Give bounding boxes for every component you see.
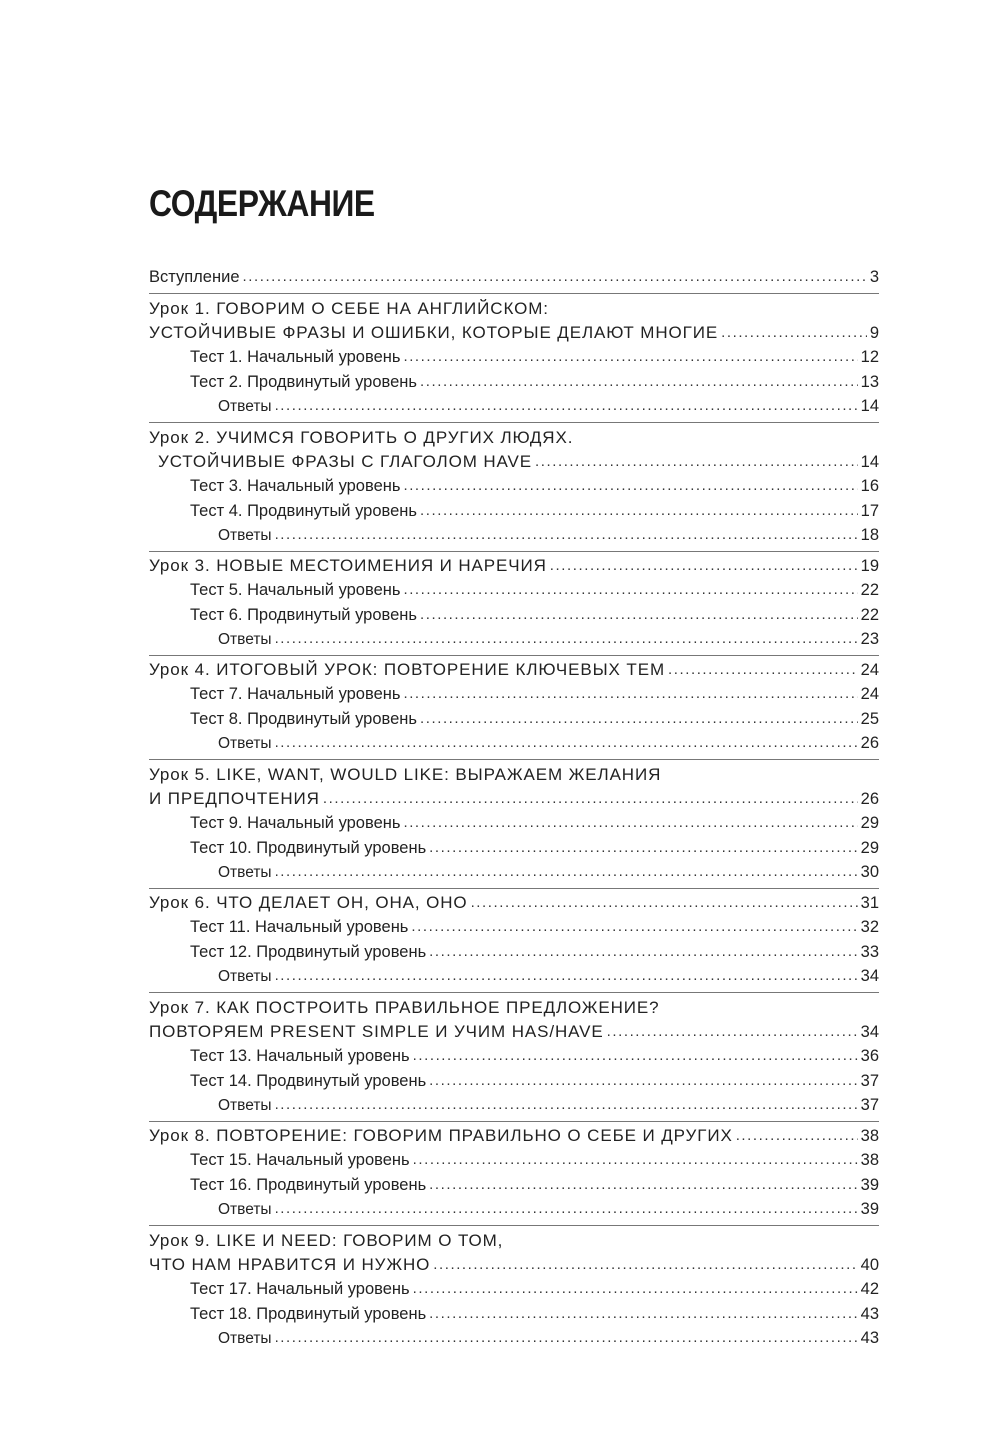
lesson-title-line[interactable]: Урок 1. ГОВОРИМ О СЕБЕ НА АНГЛИЙСКОМ: <box>149 298 549 318</box>
toc-entry-answers[interactable] <box>149 523 879 548</box>
toc-entry-label: Ответы <box>218 864 272 881</box>
lesson-title-line: Урок 8. ПОВТОРЕНИЕ: ГОВОРИМ ПРАВИЛЬНО О СЕБЕ И ДРУГИХ <box>149 1125 733 1145</box>
leader-dots <box>413 1147 858 1173</box>
toc-entry-lesson[interactable] <box>149 450 879 475</box>
lesson-block <box>149 658 879 760</box>
toc-entry-test[interactable] <box>149 836 879 861</box>
toc-page-number: 14 <box>860 397 879 415</box>
toc-entry-test[interactable] <box>149 603 879 628</box>
toc-page-number: 16 <box>860 477 879 495</box>
leader-dots <box>413 1276 858 1302</box>
toc-entry-lesson[interactable] <box>149 321 879 346</box>
lesson-block <box>149 995 879 1122</box>
toc-entry-answers[interactable] <box>149 1093 879 1118</box>
toc-entry-test[interactable] <box>149 1069 879 1094</box>
leader-dots <box>243 264 867 290</box>
leader-dots <box>429 939 857 965</box>
toc-page-number: 37 <box>860 1071 879 1090</box>
toc-entry-answers[interactable] <box>149 394 879 419</box>
toc-page-number: 33 <box>860 942 879 961</box>
toc-entry-answers[interactable] <box>149 1197 879 1222</box>
toc-page-number: 40 <box>860 1255 879 1274</box>
toc-entry-lesson[interactable] <box>149 658 879 683</box>
divider <box>149 759 879 760</box>
leader-dots <box>420 369 858 395</box>
leader-dots <box>275 627 858 652</box>
toc-page-number: 26 <box>860 734 879 752</box>
toc-page-number: 19 <box>860 556 879 575</box>
toc-entry-intro[interactable] <box>149 265 879 290</box>
leader-dots <box>275 731 858 756</box>
divider <box>149 422 879 423</box>
toc-page-number: 25 <box>860 709 879 728</box>
toc-entry-test[interactable] <box>149 682 879 707</box>
lesson-title-line: Урок 4. ИТОГОВЫЙ УРОК: ПОВТОРЕНИЕ КЛЮЧЕВЫХ ТЕМ <box>149 659 666 679</box>
leader-dots <box>403 577 857 603</box>
divider <box>149 888 879 889</box>
toc-page-number: 26 <box>860 789 879 808</box>
toc-page-number: 36 <box>860 1047 879 1065</box>
toc-entry-answers[interactable] <box>149 860 879 885</box>
toc-entry-test[interactable] <box>149 915 879 940</box>
divider <box>149 293 879 294</box>
lesson-title-line[interactable]: Урок 2. УЧИМСЯ ГОВОРИТЬ О ДРУГИХ ЛЮДЯХ. <box>149 427 574 447</box>
toc-page-number: 23 <box>860 630 879 648</box>
divider <box>149 655 879 656</box>
leader-dots <box>420 602 858 628</box>
leader-dots <box>429 1301 857 1327</box>
toc-entry-label: Тест 17. Начальный уровень <box>190 1280 410 1298</box>
toc-entry-lesson[interactable] <box>149 554 879 579</box>
toc-entry-test[interactable] <box>149 1148 879 1173</box>
toc-entry-label: Вступление <box>149 268 240 286</box>
lesson-block <box>149 891 879 993</box>
toc-entry-label: Тест 10. Продвинутый уровень <box>190 838 427 857</box>
table-of-contents <box>149 265 879 1351</box>
toc-page-number: 29 <box>860 814 879 832</box>
toc-page-number: 38 <box>860 1126 879 1145</box>
toc-page-number: 22 <box>860 581 879 599</box>
toc-entry-lesson[interactable] <box>149 787 879 812</box>
toc-entry-lesson[interactable] <box>149 1253 879 1278</box>
leader-dots <box>607 1019 858 1045</box>
lesson-title-line: Урок 3. НОВЫЕ МЕСТОИМЕНИЯ И НАРЕЧИЯ <box>149 555 547 575</box>
toc-entry-test[interactable] <box>149 370 879 395</box>
toc-entry-label: Тест 9. Начальный уровень <box>190 814 401 832</box>
toc-page-number: 18 <box>860 526 879 544</box>
page-title: СОДЕРЖАНИЕ <box>149 183 375 224</box>
toc-entry-lesson[interactable] <box>149 1124 879 1149</box>
lesson-block <box>149 296 879 423</box>
toc-entry-test[interactable] <box>149 1277 879 1302</box>
toc-entry-label: Ответы <box>218 398 272 415</box>
lesson-title-line: Урок 6. ЧТО ДЕЛАЕТ ОН, ОНА, ОНО <box>149 892 468 912</box>
toc-entry-lesson[interactable] <box>149 891 879 916</box>
lesson-title-line[interactable]: Урок 7. КАК ПОСТРОИТЬ ПРАВИЛЬНОЕ ПРЕДЛОЖЕНИЕ? <box>149 997 660 1017</box>
toc-page-number: 39 <box>860 1175 879 1194</box>
leader-dots <box>736 1123 858 1149</box>
toc-entry-test[interactable] <box>149 345 879 370</box>
toc-entry-label: Тест 16. Продвинутый уровень <box>190 1175 427 1194</box>
toc-page-number: 34 <box>860 967 879 985</box>
leader-dots <box>403 681 857 707</box>
divider <box>149 992 879 993</box>
toc-page-number: 39 <box>860 1200 879 1218</box>
toc-entry-label: Тест 18. Продвинутый уровень <box>190 1304 427 1323</box>
leader-dots <box>275 964 858 989</box>
leader-dots <box>420 706 858 732</box>
leader-dots <box>275 523 858 548</box>
lesson-block <box>149 554 879 656</box>
toc-page-number: 29 <box>860 838 879 857</box>
toc-entry-test[interactable] <box>149 1173 879 1198</box>
toc-entry-answers[interactable] <box>149 1326 879 1351</box>
leader-dots <box>403 473 857 499</box>
toc-page-number: 22 <box>860 605 879 624</box>
toc-entry-label: Тест 11. Начальный уровень <box>190 918 409 936</box>
lesson-title-line: УСТОЙЧИВЫЕ ФРАЗЫ С ГЛАГОЛОМ HAVE <box>158 451 533 471</box>
toc-page-number: 9 <box>869 323 879 342</box>
leader-dots <box>471 890 858 916</box>
lesson-title-line[interactable]: Урок 5. LIKE, WANT, WOULD LIKE: ВЫРАЖАЕМ ЖЕЛАНИЯ <box>149 764 662 784</box>
toc-page-number: 24 <box>860 660 879 679</box>
toc-entry-test[interactable] <box>149 1044 879 1069</box>
leader-dots <box>403 344 857 370</box>
toc-entry-answers[interactable] <box>149 731 879 756</box>
toc-entry-label: Ответы <box>218 1097 272 1114</box>
lesson-block <box>149 1228 879 1351</box>
toc-entry-lesson[interactable] <box>149 1020 879 1045</box>
toc-page-number: 30 <box>860 863 879 881</box>
leader-dots <box>535 449 858 475</box>
lesson-block <box>149 425 879 552</box>
leader-dots <box>275 860 858 885</box>
toc-entry-label: Ответы <box>218 631 272 648</box>
toc-entry-answers[interactable] <box>149 964 879 989</box>
leader-dots <box>668 657 858 683</box>
toc-entry-label: Тест 15. Начальный уровень <box>190 1151 410 1169</box>
toc-entry-label: Ответы <box>218 1330 272 1347</box>
lesson-title-line: ЧТО НАМ НРАВИТСЯ И НУЖНО <box>149 1254 431 1274</box>
toc-entry-label: Тест 5. Начальный уровень <box>190 581 401 599</box>
toc-entry-label: Ответы <box>218 527 272 544</box>
leader-dots <box>275 1326 858 1351</box>
toc-page-number: 13 <box>860 372 879 391</box>
divider <box>149 1121 879 1122</box>
toc-entry-label: Тест 1. Начальный уровень <box>190 348 401 366</box>
toc-page-number: 38 <box>860 1151 879 1169</box>
toc-entry-label: Ответы <box>218 968 272 985</box>
toc-entry-label: Ответы <box>218 1201 272 1218</box>
toc-page-number: 24 <box>860 685 879 703</box>
leader-dots <box>275 1093 858 1118</box>
toc-page-number: 43 <box>860 1304 879 1323</box>
toc-page-number: 31 <box>860 893 879 912</box>
toc-entry-label: Тест 2. Продвинутый уровень <box>190 372 417 391</box>
contents-page <box>149 182 879 1347</box>
toc-page-number: 14 <box>860 452 879 471</box>
lessons-list <box>149 296 879 1351</box>
toc-entry-label: Тест 14. Продвинутый уровень <box>190 1071 427 1090</box>
toc-entry-test[interactable] <box>149 940 879 965</box>
toc-page-number: 3 <box>869 268 879 286</box>
toc-entry-label: Тест 3. Начальный уровень <box>190 477 401 495</box>
toc-entry-test[interactable] <box>149 499 879 524</box>
toc-page-number: 32 <box>860 918 879 936</box>
leader-dots <box>550 553 858 579</box>
toc-entry-test[interactable] <box>149 474 879 499</box>
toc-page-number: 37 <box>860 1096 879 1114</box>
lesson-title-line[interactable]: Урок 9. LIKE И NEED: ГОВОРИМ О ТОМ, <box>149 1230 504 1250</box>
toc-page-number: 17 <box>860 501 879 520</box>
toc-entry-test[interactable] <box>149 811 879 836</box>
lesson-block <box>149 762 879 889</box>
toc-entry-label: Тест 12. Продвинутый уровень <box>190 942 427 961</box>
toc-page-number: 12 <box>860 348 879 366</box>
divider <box>149 551 879 552</box>
leader-dots <box>403 810 857 836</box>
leader-dots <box>413 1043 858 1069</box>
lesson-block <box>149 1124 879 1226</box>
leader-dots <box>275 1197 858 1222</box>
toc-entry-label: Тест 6. Продвинутый уровень <box>190 605 417 624</box>
leader-dots <box>721 320 867 346</box>
toc-page-number: 43 <box>860 1329 879 1347</box>
toc-entry-test[interactable] <box>149 578 879 603</box>
toc-entry-test[interactable] <box>149 1302 879 1327</box>
leader-dots <box>433 1252 857 1278</box>
lesson-title-line: ПОВТОРЯЕМ PRESENT SIMPLE И УЧИМ HAS/HAVE <box>149 1021 604 1041</box>
lesson-title-line: УСТОЙЧИВЫЕ ФРАЗЫ И ОШИБКИ, КОТОРЫЕ ДЕЛАЮТ МНОГИЕ <box>149 322 719 342</box>
toc-entry-label: Ответы <box>218 735 272 752</box>
leader-dots <box>275 394 858 419</box>
leader-dots <box>420 498 858 524</box>
toc-entry-label: Тест 4. Продвинутый уровень <box>190 501 417 520</box>
toc-entry-answers[interactable] <box>149 627 879 652</box>
leader-dots <box>411 914 857 940</box>
toc-entry-label: Тест 7. Начальный уровень <box>190 685 401 703</box>
leader-dots <box>429 1068 857 1094</box>
leader-dots <box>323 786 858 812</box>
toc-entry-test[interactable] <box>149 707 879 732</box>
divider <box>149 1225 879 1226</box>
toc-page-number: 34 <box>860 1022 879 1041</box>
leader-dots <box>429 1172 857 1198</box>
toc-page-number: 42 <box>860 1280 879 1298</box>
toc-entry-label: Тест 13. Начальный уровень <box>190 1047 410 1065</box>
lesson-title-line: И ПРЕДПОЧТЕНИЯ <box>149 788 320 808</box>
leader-dots <box>429 835 857 861</box>
toc-entry-label: Тест 8. Продвинутый уровень <box>190 709 417 728</box>
